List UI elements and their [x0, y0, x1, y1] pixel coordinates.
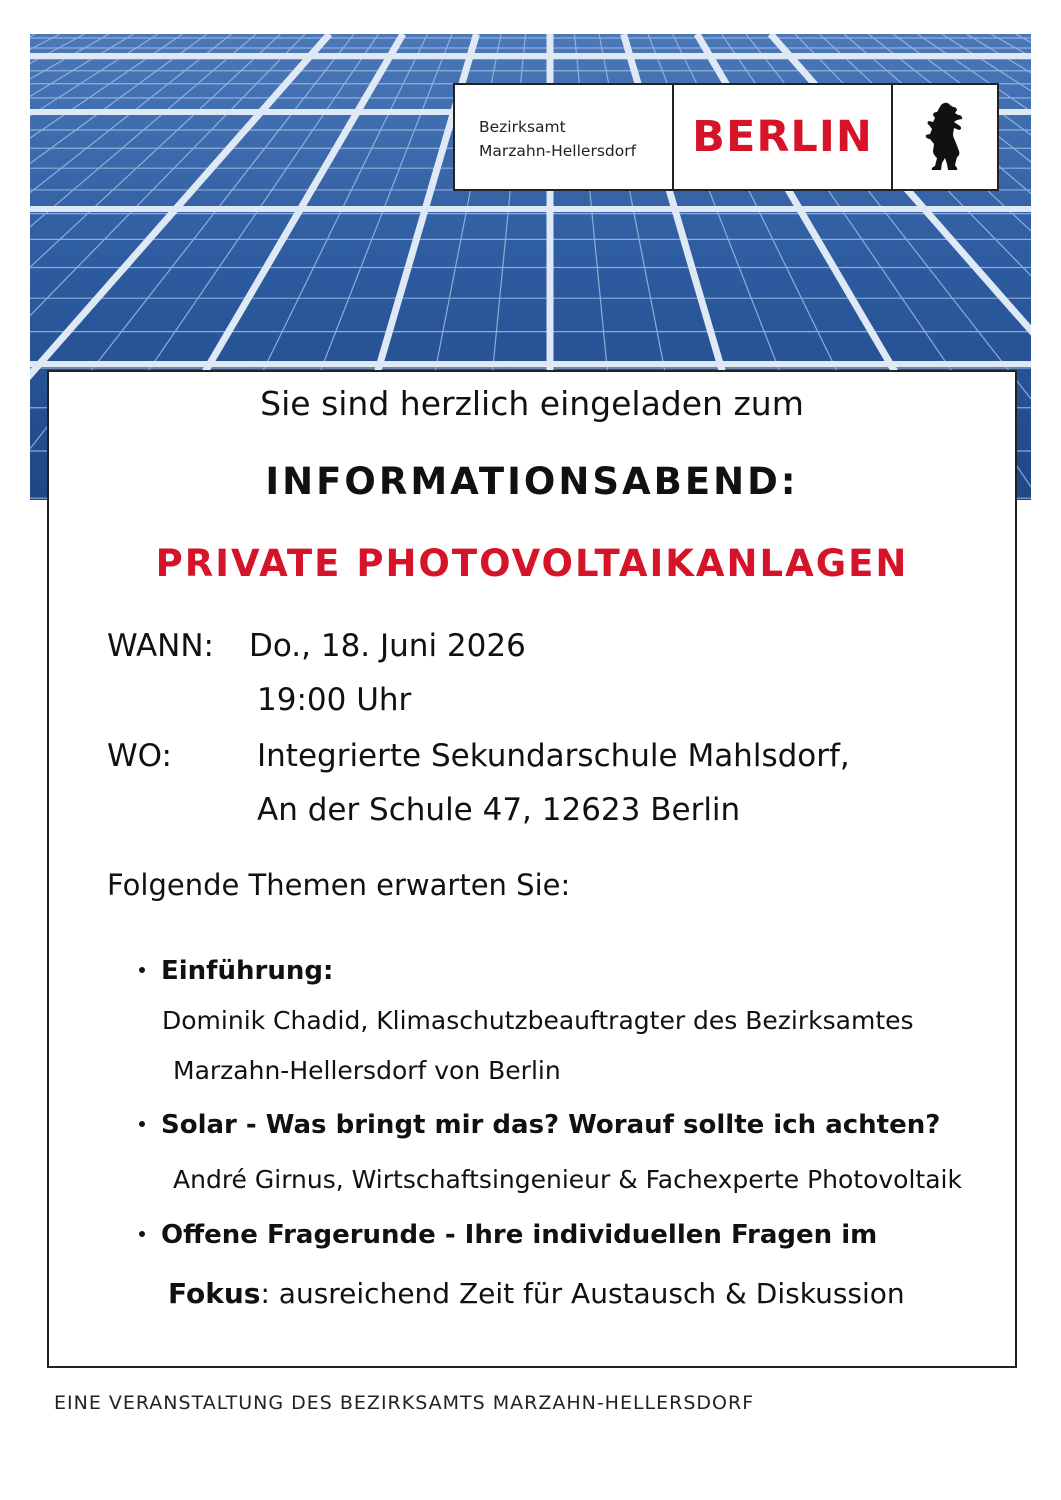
where-label: WO: — [107, 738, 172, 774]
topic-1-title: Einführung: — [161, 956, 334, 986]
logo-org-line1: Bezirksamt — [479, 118, 566, 136]
topic-2-desc: André Girnus, Wirtschaftsingenieur & Fachexperte Photovoltaik — [173, 1165, 962, 1194]
invitation-card — [47, 370, 1017, 1368]
headline: INFORMATIONSABEND: — [265, 460, 799, 503]
topic-3 — [139, 1220, 877, 1250]
where-line1: Integrierte Sekundarschule Mahlsdorf, — [257, 738, 850, 774]
topic-3-line2 — [168, 1277, 905, 1310]
topic-1-desc-line2: Marzahn-Hellersdorf von Berlin — [173, 1056, 561, 1085]
logo-city: BERLIN — [674, 85, 893, 189]
district-logo — [453, 83, 999, 191]
topic-1-desc-line1: Dominik Chadid, Klimaschutzbeauftragter des Bezirksamtes — [162, 1006, 914, 1035]
berlin-bear-graphic — [921, 101, 969, 173]
invite-text: Sie sind herzlich eingeladen zum — [260, 384, 804, 423]
subheadline: PRIVATE PHOTOVOLTAIKANLAGEN — [155, 542, 909, 585]
topics-intro: Folgende Themen erwarten Sie: — [107, 868, 571, 902]
topic-2-title: Solar - Was bringt mir das? Worauf sollte ich achten? — [161, 1110, 941, 1140]
when-date: Do., 18. Juni 2026 — [249, 628, 526, 664]
footer-note: EINE VERANSTALTUNG DES BEZIRKSAMTS MARZAHN-HELLERSDORF — [54, 1392, 755, 1414]
topic-3-focus: Fokus — [168, 1277, 261, 1310]
logo-org-line2: Marzahn-Hellersdorf — [479, 142, 637, 160]
logo-organization — [455, 85, 674, 189]
topic-3-title-line1: Offene Fragerunde - Ihre individuellen Fragen im — [161, 1220, 878, 1250]
bullet-icon — [139, 1231, 145, 1237]
bullet-icon — [139, 1121, 145, 1127]
topic-2 — [139, 1110, 940, 1140]
topic-1 — [139, 956, 333, 986]
when-label: WANN: — [107, 628, 214, 664]
bullet-icon — [139, 967, 145, 973]
berlin-bear-icon — [893, 85, 997, 189]
where-line2: An der Schule 47, 12623 Berlin — [257, 792, 741, 828]
when-time: 19:00 Uhr — [257, 682, 412, 718]
topic-3-rest: : ausreichend Zeit für Austausch & Diskussion — [260, 1277, 905, 1310]
